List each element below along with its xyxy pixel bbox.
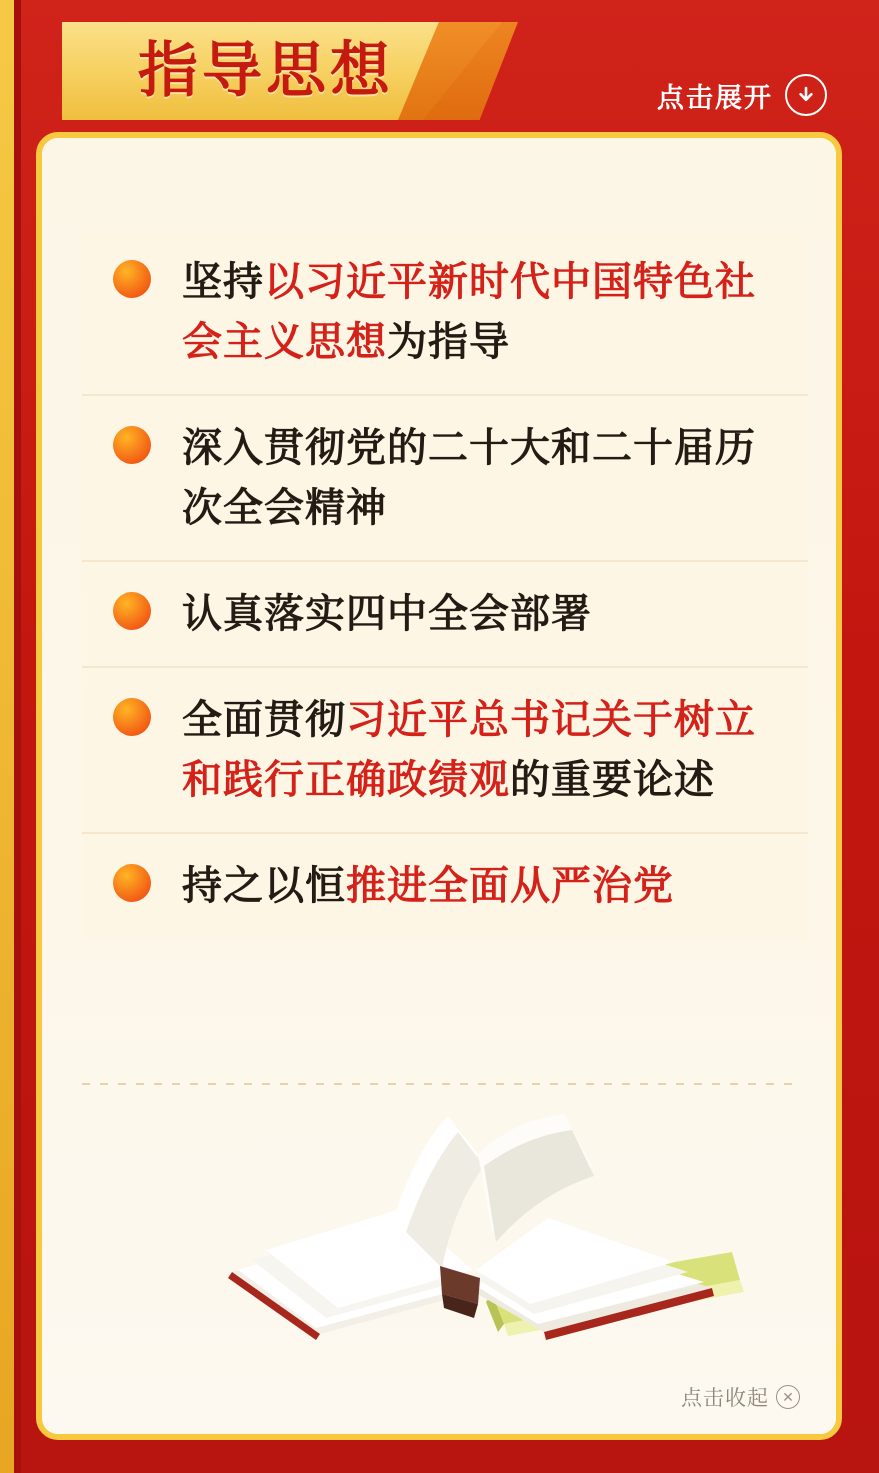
text-segment: 的重要论述 xyxy=(510,758,715,802)
text-segment: 全面贯彻 xyxy=(182,698,346,742)
open-book-illustration xyxy=(192,1056,752,1346)
text-segment-highlight: 习近平总书记关于树立和践行正确政绩观 xyxy=(182,698,756,802)
page-title: 指导思想 xyxy=(138,37,394,104)
list-item-text xyxy=(182,584,794,644)
text-segment-highlight: 以习近平新时代中国特色社会主义思想 xyxy=(182,260,756,364)
expand-button[interactable] xyxy=(657,74,827,116)
list-item[interactable] xyxy=(82,834,808,938)
bullet-dot-icon xyxy=(113,426,151,464)
list-rows xyxy=(82,230,808,938)
bullet-dot-icon xyxy=(113,698,151,736)
bullet-dot-icon xyxy=(113,260,151,298)
text-segment: 深入贯彻党的二十大和二十届历次全会精神 xyxy=(182,426,756,530)
list-item[interactable] xyxy=(82,562,808,668)
list-item-text xyxy=(182,252,794,372)
list-item-marker xyxy=(82,252,182,298)
list-item[interactable] xyxy=(82,668,808,834)
list-item-marker xyxy=(82,856,182,902)
text-segment-highlight: 推进全面从严治党 xyxy=(346,864,674,908)
circle-arrow-down-icon[interactable] xyxy=(785,74,827,116)
collapse-button[interactable] xyxy=(681,1382,800,1412)
content-card xyxy=(36,132,842,1440)
text-segment: 坚持 xyxy=(182,260,264,304)
left-gold-strip xyxy=(0,0,14,1473)
list-item-marker xyxy=(82,690,182,736)
list-item-marker xyxy=(82,418,182,464)
text-segment: 认真落实四中全会部署 xyxy=(182,592,592,636)
header xyxy=(0,0,879,136)
list-item-text xyxy=(182,690,794,810)
list-item-text xyxy=(182,856,794,916)
bullet-dot-icon xyxy=(113,592,151,630)
left-inner-strip xyxy=(14,0,21,1473)
list-item-marker xyxy=(82,584,182,630)
list-item[interactable] xyxy=(82,396,808,562)
content-card-inner xyxy=(42,138,836,1434)
title-banner xyxy=(62,22,502,120)
text-segment: 为指导 xyxy=(387,320,510,364)
close-circle-icon[interactable]: ✕ xyxy=(776,1385,800,1409)
list-item-text xyxy=(182,418,794,538)
collapse-label: 点击收起 xyxy=(681,1387,769,1410)
guiding-principles-list xyxy=(82,230,808,938)
expand-label: 点击展开 xyxy=(657,82,773,113)
list-item[interactable] xyxy=(82,230,808,396)
bullet-dot-icon xyxy=(113,864,151,902)
text-segment: 持之以恒 xyxy=(182,864,346,908)
